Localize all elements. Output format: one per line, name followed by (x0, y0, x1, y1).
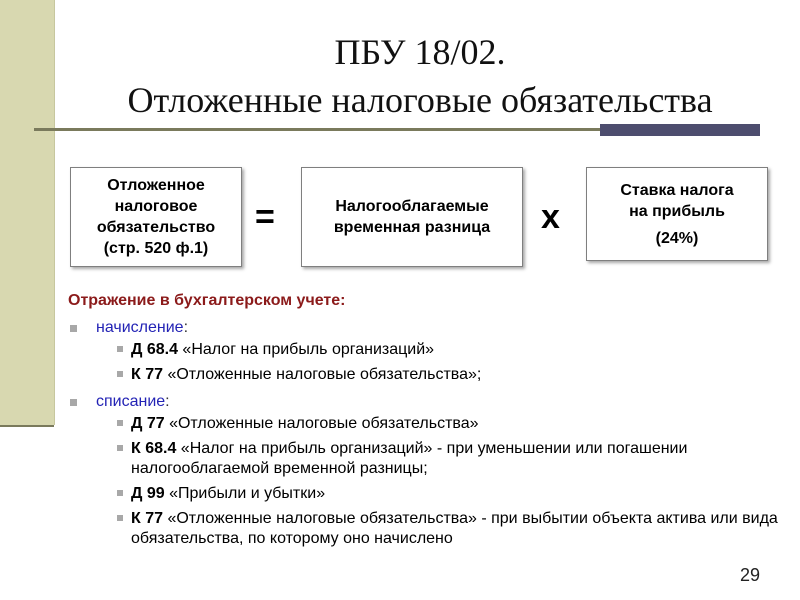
entry-text: «Отложенные налоговые обязательства» (164, 415, 479, 432)
square-bullet-icon (117, 346, 123, 352)
entry-text: «Налог на прибыль организаций» (177, 341, 435, 358)
page-number: 29 (739, 565, 760, 585)
section-write-off (60, 390, 790, 414)
account-code: Д 99 (131, 485, 165, 502)
entry-text: «Прибыли и убытки» (164, 485, 326, 502)
account-code: Д 77 (131, 415, 165, 432)
square-bullet-icon (117, 490, 123, 496)
formula-box-temporary-difference (301, 167, 523, 267)
section-label: списание (96, 393, 166, 410)
square-bullet-icon (117, 420, 123, 426)
list-item (60, 365, 790, 385)
entry-text: «Отложенные налоговые обязательства» - при выбытии объекта актива или вида обязательства, по которому оно начислено (131, 510, 778, 547)
square-bullet-icon (117, 515, 123, 521)
section-colon: : (183, 319, 189, 336)
account-code: К 68.4 (131, 440, 177, 457)
box2-line: временная разница (333, 219, 491, 236)
box1-line: обязательство (96, 219, 216, 236)
list-item (60, 484, 790, 504)
equals-operator: = (255, 198, 275, 236)
section-accrual (60, 316, 790, 340)
slide-title-line1: ПБУ 18/02. (334, 32, 506, 72)
list-item (60, 439, 790, 479)
slide-title-line2: Отложенные налоговые обязательства (127, 80, 713, 120)
side-panel-underline (0, 425, 54, 427)
section-colon: : (165, 393, 170, 410)
section-label: начисление (96, 319, 184, 336)
account-code: К 77 (131, 510, 164, 527)
box3-line: на прибыль (629, 202, 725, 220)
formula-box-deferred-liability (70, 167, 242, 267)
title-rule (34, 128, 600, 131)
account-code: Д 68.4 (131, 341, 178, 358)
box2-line: Налогооблагаемые (335, 198, 489, 215)
box1-line: налоговое (114, 198, 198, 215)
square-bullet-icon (70, 325, 77, 332)
account-code: К 77 (131, 366, 164, 383)
box3-line: Ставка налога (620, 181, 734, 199)
box1-line: (стр. 520 ф.1) (103, 240, 209, 257)
square-bullet-icon (70, 399, 77, 406)
list-item (60, 414, 790, 434)
title-rule-accent (600, 124, 760, 136)
square-bullet-icon (117, 371, 123, 377)
multiply-operator: x (541, 198, 560, 236)
section-heading: Отражение в бухгалтерском учете: (68, 292, 346, 309)
list-item (60, 340, 790, 360)
box1-line: Отложенное (107, 177, 205, 194)
box3-line: (24%) (655, 229, 699, 247)
formula-box-tax-rate (586, 167, 768, 261)
entry-text: «Отложенные налоговые обязательства»; (163, 366, 482, 383)
square-bullet-icon (117, 445, 123, 451)
accounting-entries-list (60, 316, 790, 554)
list-item (60, 509, 790, 549)
entry-text: «Налог на прибыль организаций» - при уменьшении или погашении налогооблагаемой временной разницы; (131, 440, 688, 477)
